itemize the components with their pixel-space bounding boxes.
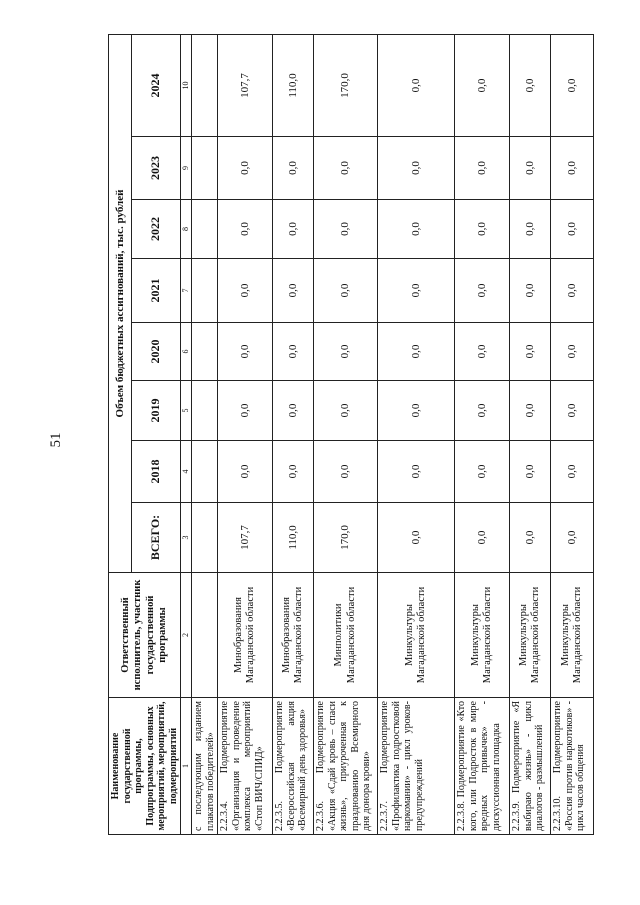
year-cell: 0,0 bbox=[551, 137, 594, 200]
year-cell bbox=[192, 323, 218, 381]
header-name: Наименование государственной программы, Подпрограммы, основных мероприятий, мероприятий, подмероприятий bbox=[109, 698, 181, 835]
year-cell: 0,0 bbox=[314, 137, 378, 200]
year-cell: 0,0 bbox=[273, 259, 314, 323]
executor-cell: Минобразования Магаданской области bbox=[218, 573, 273, 698]
year-cell: 0,0 bbox=[510, 200, 551, 259]
page-number: 51 bbox=[48, 432, 64, 448]
executor-cell: Минкультуры Магаданской области bbox=[378, 573, 455, 698]
total-cell: 110,0 bbox=[273, 503, 314, 573]
table-row bbox=[314, 34, 378, 834]
measure-name: 2.2.3.9. Подмероприятие «Я выбираю жизнь» - цикл диалогов - размышлений bbox=[510, 698, 551, 835]
year-cell: 0,0 bbox=[551, 259, 594, 323]
executor-cell: Минкультуры Магаданской области bbox=[510, 573, 551, 698]
year-cell: 0,0 bbox=[273, 323, 314, 381]
header-executor: Ответственный исполнитель, участник государственной программы bbox=[109, 573, 181, 698]
year-cell: 0,0 bbox=[551, 34, 594, 136]
year-cell: 0,0 bbox=[455, 381, 510, 441]
table-row bbox=[218, 34, 273, 834]
year-cell: 0,0 bbox=[378, 137, 455, 200]
column-number-row bbox=[181, 34, 192, 834]
header-year: 2020 bbox=[132, 323, 181, 381]
year-cell: 0,0 bbox=[218, 137, 273, 200]
measure-name: 2.2.3.10. Подмероприятие «Россия против наркотиков» - цикл часов общения bbox=[551, 698, 594, 835]
column-number: 10 bbox=[181, 34, 192, 136]
header-year: 2019 bbox=[132, 381, 181, 441]
column-number: 8 bbox=[181, 200, 192, 259]
year-cell: 0,0 bbox=[218, 381, 273, 441]
header-year: 2018 bbox=[132, 441, 181, 503]
year-cell: 0,0 bbox=[378, 259, 455, 323]
year-cell: 0,0 bbox=[510, 441, 551, 503]
header-year: 2023 bbox=[132, 137, 181, 200]
column-number: 4 bbox=[181, 441, 192, 503]
budget-table bbox=[108, 34, 594, 835]
header-year: 2021 bbox=[132, 259, 181, 323]
year-cell: 0,0 bbox=[218, 441, 273, 503]
year-cell: 0,0 bbox=[455, 259, 510, 323]
table-row bbox=[378, 34, 455, 834]
table-row bbox=[192, 34, 218, 834]
year-cell bbox=[192, 200, 218, 259]
year-cell: 0,0 bbox=[510, 381, 551, 441]
table-row bbox=[510, 34, 551, 834]
table-row bbox=[455, 34, 510, 834]
year-cell bbox=[192, 34, 218, 136]
year-cell: 0,0 bbox=[551, 441, 594, 503]
year-cell: 0,0 bbox=[218, 323, 273, 381]
year-cell bbox=[192, 441, 218, 503]
executor-cell: Минобразования Магаданской области bbox=[273, 573, 314, 698]
measure-name: 2.2.3.6. Подмероприятие «Акция «Сдай кровь – спаси жизнь», приуроченная к празднованию Всемирного дня донора крови» bbox=[314, 698, 378, 835]
year-cell: 0,0 bbox=[455, 34, 510, 136]
executor-cell: Минполитики Магаданской области bbox=[314, 573, 378, 698]
year-cell: 107,7 bbox=[218, 34, 273, 136]
table-row bbox=[273, 34, 314, 834]
year-cell bbox=[192, 259, 218, 323]
year-cell: 0,0 bbox=[378, 323, 455, 381]
total-cell bbox=[192, 503, 218, 573]
column-number: 6 bbox=[181, 323, 192, 381]
column-number: 7 bbox=[181, 259, 192, 323]
column-number: 1 bbox=[181, 698, 192, 835]
column-number: 3 bbox=[181, 503, 192, 573]
year-cell: 0,0 bbox=[551, 200, 594, 259]
header-budget-group: Объем бюджетных ассигнований, тыс. рублей bbox=[109, 34, 132, 572]
year-cell: 0,0 bbox=[455, 323, 510, 381]
year-cell: 0,0 bbox=[455, 441, 510, 503]
year-cell: 110,0 bbox=[273, 34, 314, 136]
year-cell: 0,0 bbox=[378, 34, 455, 136]
year-cell: 0,0 bbox=[510, 259, 551, 323]
year-cell: 0,0 bbox=[551, 323, 594, 381]
executor-cell: Минкультуры Магаданской области bbox=[551, 573, 594, 698]
measure-name: с последующим изданием плакатов победителей» bbox=[192, 698, 218, 835]
total-cell: 0,0 bbox=[551, 503, 594, 573]
year-cell bbox=[192, 381, 218, 441]
column-number: 5 bbox=[181, 381, 192, 441]
executor-cell: Минкультуры Магаданской области bbox=[455, 573, 510, 698]
year-cell: 0,0 bbox=[273, 381, 314, 441]
year-cell: 0,0 bbox=[314, 259, 378, 323]
year-cell: 0,0 bbox=[510, 34, 551, 136]
year-cell: 0,0 bbox=[378, 381, 455, 441]
year-cell: 0,0 bbox=[273, 441, 314, 503]
rotated-table-container bbox=[108, 35, 586, 835]
year-cell: 0,0 bbox=[314, 381, 378, 441]
column-number: 2 bbox=[181, 573, 192, 698]
measure-name: 2.2.3.8. Подмероприятие «Кто кого, или Подросток в мире вредных привычек» - дискуссионная площадка bbox=[455, 698, 510, 835]
measure-name: 2.2.3.4. Подмероприятие «Организация и проведение комплекса мероприятий «Стоп ВИЧ/СПИД» bbox=[218, 698, 273, 835]
year-cell bbox=[192, 137, 218, 200]
year-cell: 0,0 bbox=[551, 381, 594, 441]
header-year: 2024 bbox=[132, 34, 181, 136]
year-cell: 0,0 bbox=[378, 441, 455, 503]
year-cell: 0,0 bbox=[314, 441, 378, 503]
year-cell: 0,0 bbox=[510, 137, 551, 200]
total-cell: 0,0 bbox=[378, 503, 455, 573]
year-cell: 0,0 bbox=[314, 323, 378, 381]
total-cell: 0,0 bbox=[510, 503, 551, 573]
year-cell: 0,0 bbox=[455, 200, 510, 259]
year-cell: 0,0 bbox=[510, 323, 551, 381]
year-cell: 0,0 bbox=[273, 200, 314, 259]
year-cell: 0,0 bbox=[455, 137, 510, 200]
table-row bbox=[551, 34, 594, 834]
column-number: 9 bbox=[181, 137, 192, 200]
header-total: ВСЕГО: bbox=[132, 503, 181, 573]
year-cell: 0,0 bbox=[218, 259, 273, 323]
header-row-1 bbox=[109, 34, 132, 834]
executor-cell bbox=[192, 573, 218, 698]
total-cell: 107,7 bbox=[218, 503, 273, 573]
measure-name: 2.2.3.5. Подмероприятие «Всероссийская акция «Всемирный день здоровья» bbox=[273, 698, 314, 835]
year-cell: 0,0 bbox=[218, 200, 273, 259]
header-year: 2022 bbox=[132, 200, 181, 259]
year-cell: 0,0 bbox=[273, 137, 314, 200]
year-cell: 0,0 bbox=[378, 200, 455, 259]
year-cell: 170,0 bbox=[314, 34, 378, 136]
year-cell: 0,0 bbox=[314, 200, 378, 259]
total-cell: 0,0 bbox=[455, 503, 510, 573]
total-cell: 170,0 bbox=[314, 503, 378, 573]
measure-name: 2.2.3.7. Подмероприятие «Профилактика подростковой наркомании» - цикл уроков-предупреждений bbox=[378, 698, 455, 835]
